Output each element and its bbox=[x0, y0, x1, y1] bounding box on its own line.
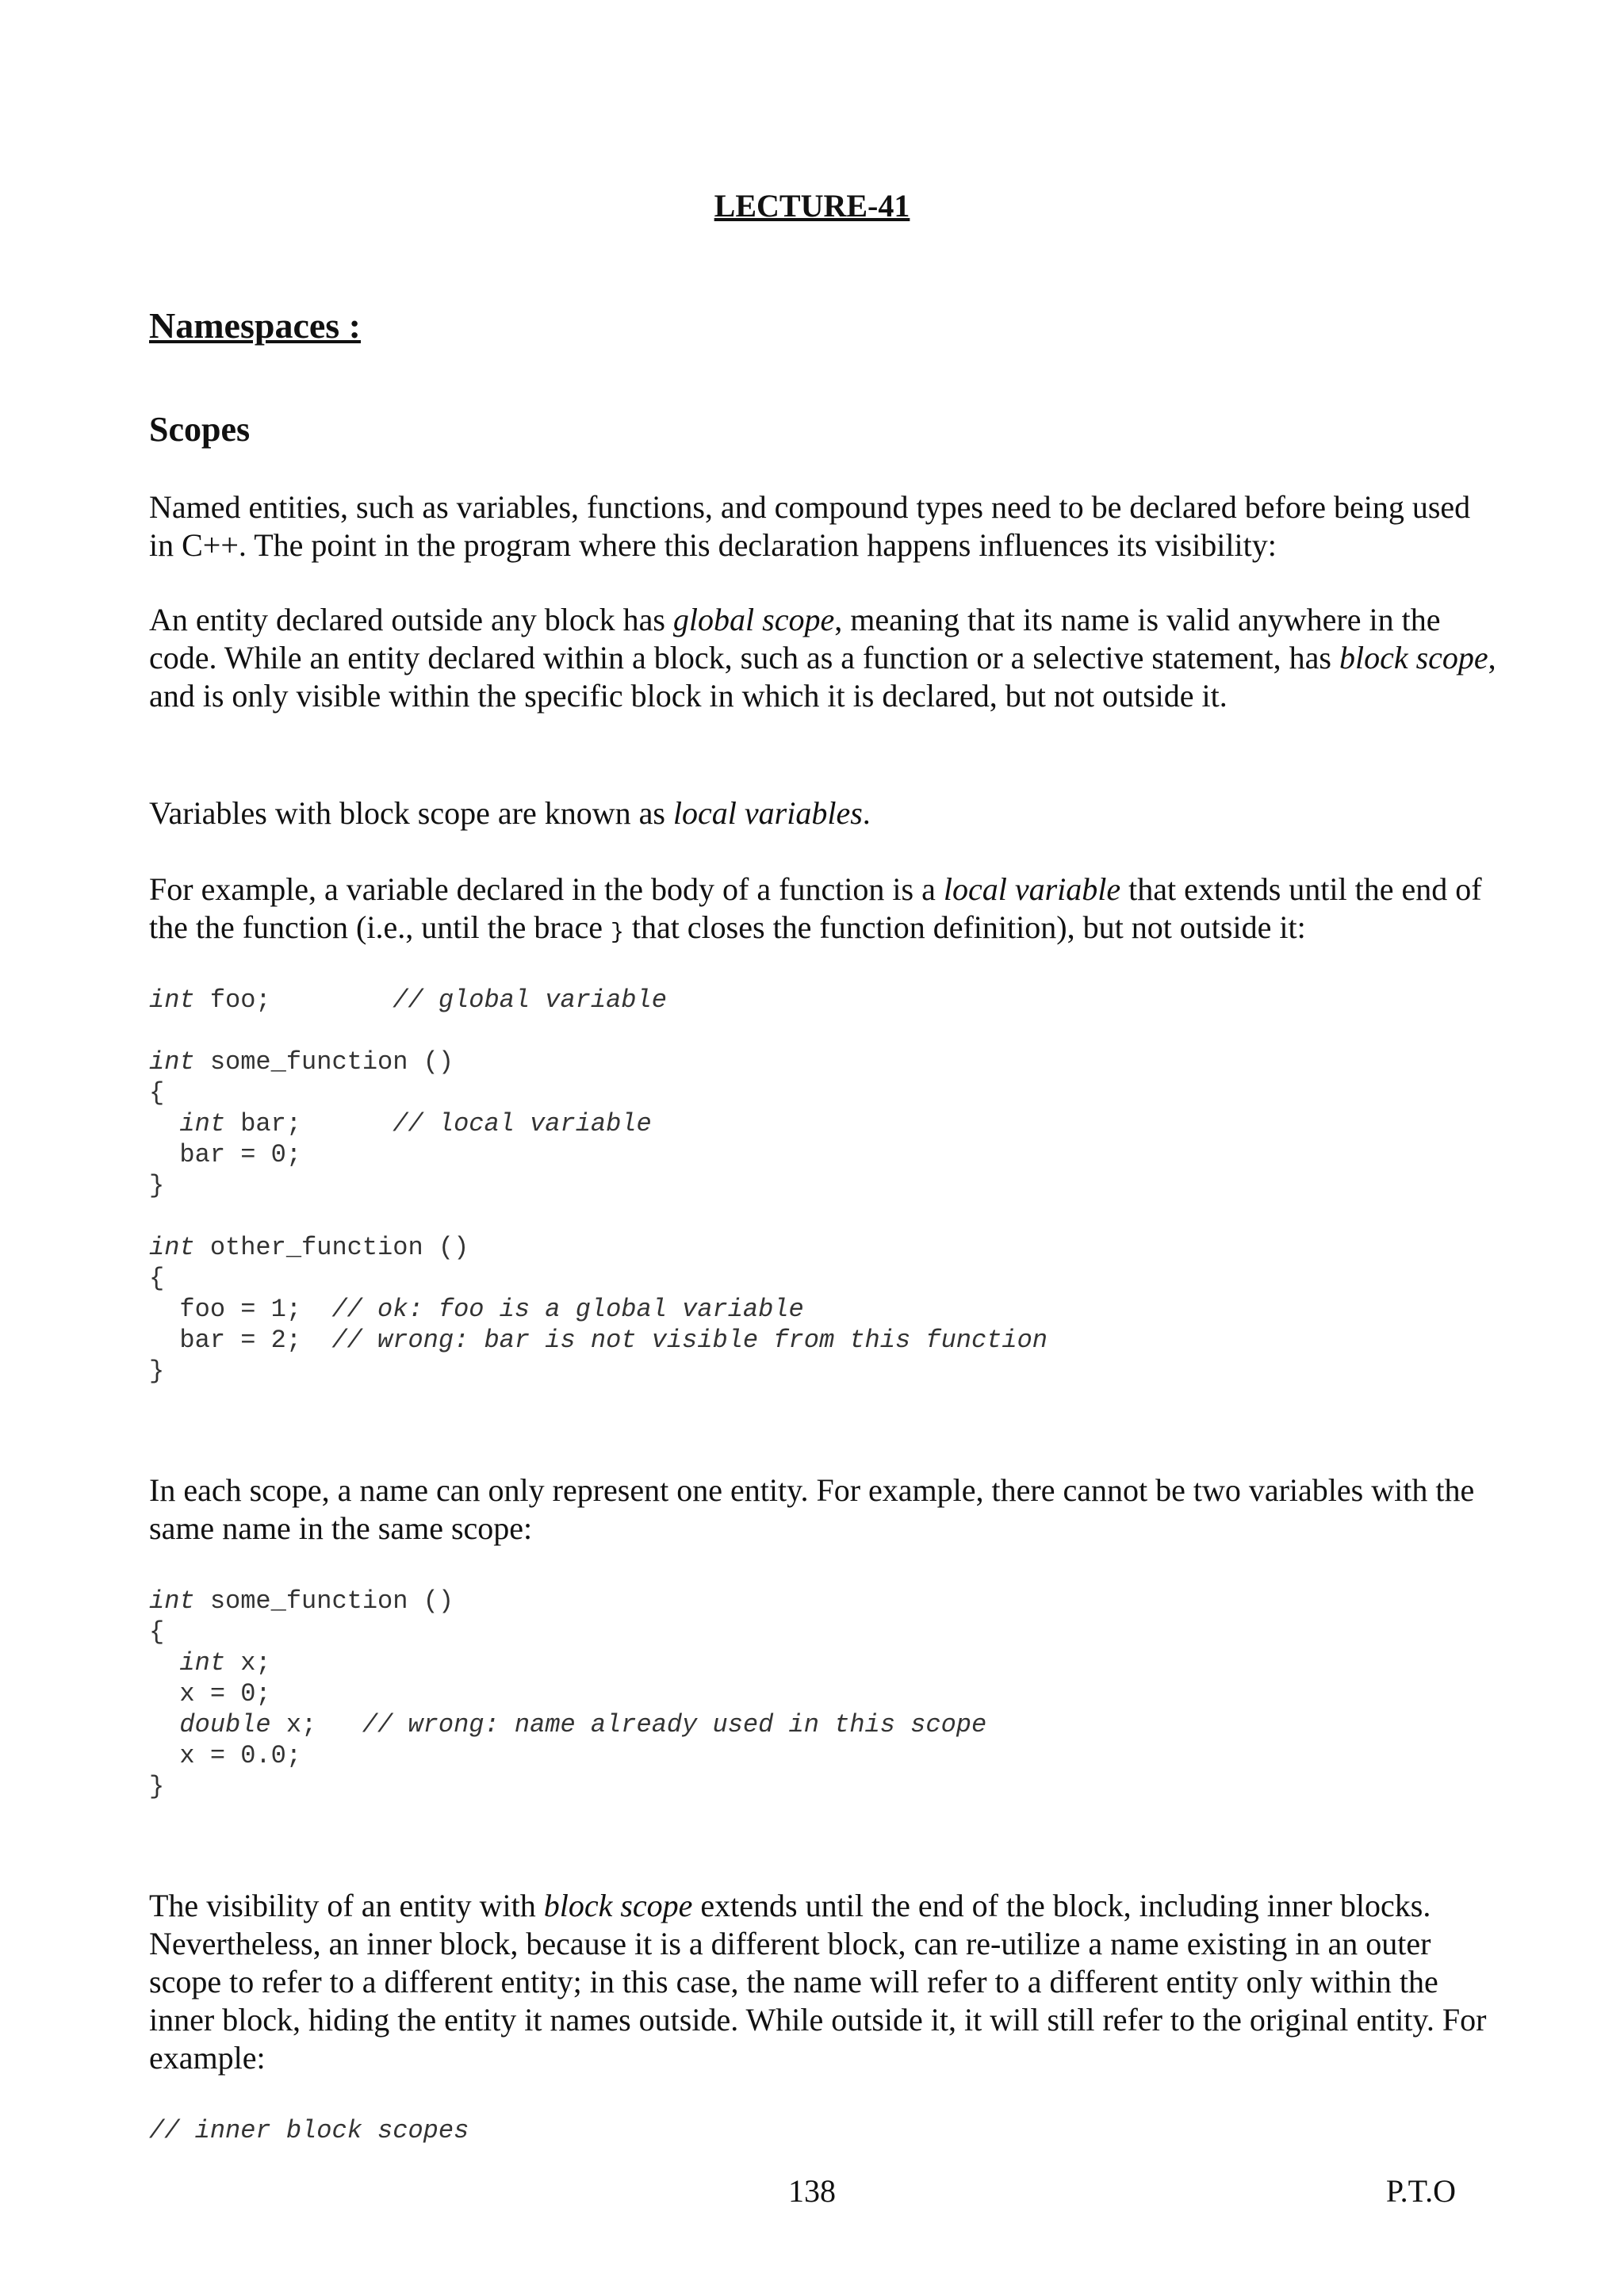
code-line: double x; // wrong: name already used in this scope bbox=[179, 1710, 987, 1739]
code-line: int other_function () bbox=[149, 1233, 469, 1262]
code-block-duplicate bbox=[149, 1586, 986, 1802]
paragraph-one-entity: In each scope, a name can only represent one entity. For example, there cannot be two variables with the same name in the same scope: bbox=[149, 1472, 1475, 1546]
code-line: x = 0; bbox=[149, 1679, 271, 1709]
code-line: int x; bbox=[179, 1648, 271, 1678]
subsection-title: Scopes bbox=[149, 410, 251, 449]
code-line: int some_function () bbox=[149, 1586, 454, 1616]
code-line: int some_function () bbox=[149, 1047, 454, 1077]
pto-label: P.T.O bbox=[1385, 2173, 1456, 2209]
code-line bbox=[149, 1016, 1048, 1047]
code-block-inner bbox=[149, 2115, 469, 2146]
lecture-title: LECTURE-41 bbox=[714, 188, 910, 224]
paragraph-inner-blocks: The visibility of an entity with block scope extends until the end of the block, including inner blocks. Nevertheless, an inner block, because it is a different block, can re-utilize a name existing in an outer scope to refer to a different entity; in this case, the name will refer to a different entity only within the inner block, hiding the entity it names outside. While outside it, it will still refer to the original entity. For example: bbox=[149, 1888, 1487, 2076]
code-line: foo = 1; // ok: foo is a global variable bbox=[149, 1295, 804, 1324]
paragraph-intro: Named entities, such as variables, functions, and compound types need to be declared before being used in C++. The point in the program where this declaration happens influences its visibility: bbox=[149, 489, 1471, 563]
paragraph-global-scope: An entity declared outside any block has global scope, meaning that its name is valid anywhere in the code. While an entity declared within a block, such as a function or a selective statement, has block scope, and is only visible within the specific block in which it is declared, but not outside it. bbox=[149, 602, 1496, 714]
code-line: } bbox=[149, 1772, 165, 1801]
code-line: // inner block scopes bbox=[149, 2116, 469, 2145]
code-line: } bbox=[149, 1171, 165, 1200]
code-line: { bbox=[149, 1264, 165, 1293]
code-line: { bbox=[149, 1617, 165, 1647]
code-line: } bbox=[149, 1357, 165, 1386]
paragraph-example: For example, a variable declared in the body of a function is a local variable that extends until the end of the the function (i.e., until the brace } that closes the function definition), but not outside it: bbox=[149, 871, 1482, 945]
code-line: int foo; // global variable bbox=[149, 985, 667, 1015]
code-block-scopes bbox=[149, 985, 1048, 1387]
paragraph-local-variables: Variables with block scope are known as local variables. bbox=[149, 795, 871, 831]
section-title: Namespaces : bbox=[149, 305, 361, 346]
code-line: { bbox=[149, 1078, 165, 1108]
page-number: 138 bbox=[788, 2173, 836, 2209]
code-line: bar = 2; // wrong: bar is not visible from this function bbox=[149, 1326, 1048, 1355]
code-line: bar = 0; bbox=[149, 1140, 302, 1169]
code-line: x = 0.0; bbox=[149, 1741, 302, 1770]
code-line bbox=[149, 1201, 1048, 1232]
code-line: int bar; // local variable bbox=[179, 1109, 652, 1138]
